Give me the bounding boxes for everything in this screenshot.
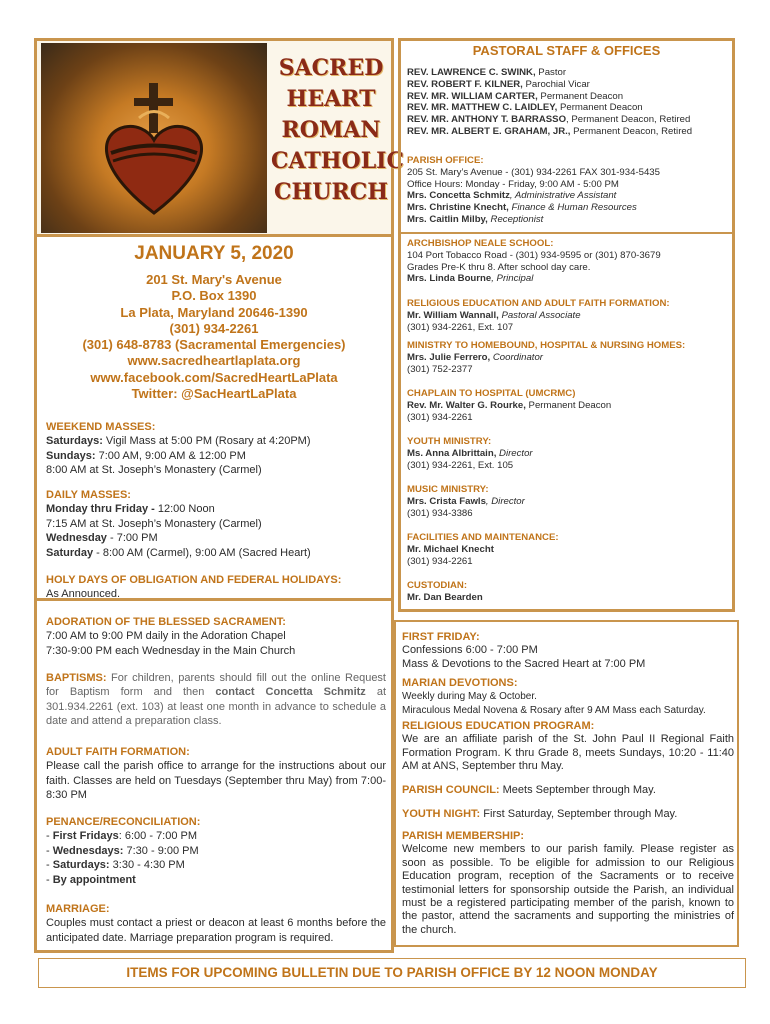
value: Couples must contact a priest or deacon at least 6 months before the anticipated date. Marriage preparation program is required.	[46, 917, 386, 944]
name: REV. MR. MATTHEW C. LAIDLEY,	[407, 102, 558, 114]
value: 7:30-9:00 PM each Wednesday in the Main Church	[46, 644, 296, 657]
title-line: SACRED	[278, 55, 384, 81]
name: Mrs. Concetta Schmitz	[407, 190, 510, 202]
list-item	[407, 91, 729, 103]
divider	[34, 950, 394, 953]
address-line: La Plata, Maryland 20646-1390	[120, 304, 308, 320]
list-item	[407, 592, 729, 604]
role: , Director	[485, 495, 525, 507]
first-friday	[402, 631, 734, 671]
contact-name: contact Concetta Schmitz	[215, 686, 366, 699]
list-item	[407, 126, 729, 138]
custodian	[407, 580, 729, 604]
address-line: 201 St. Mary's Avenue	[146, 272, 282, 287]
section-heading: FACILITIES AND MAINTENANCE:	[407, 532, 559, 543]
marian-devotions	[402, 677, 734, 717]
header-panel	[34, 38, 404, 237]
section-heading: RELIGIOUS EDUCATION AND ADULT FAITH FORMATION:	[407, 298, 670, 309]
list-item	[407, 352, 729, 364]
panel-heading: PASTORAL STAFF & OFFICES	[472, 43, 661, 58]
role: , Permanent Deacon, Retired	[566, 114, 691, 126]
section-heading: ADORATION OF THE BLESSED SACRAMENT:	[46, 616, 286, 628]
phone-line: (301) 934-2261	[169, 320, 259, 336]
section-heading: BAPTISMS:	[46, 672, 107, 684]
name: Mr. Michael Knecht	[407, 543, 494, 555]
label: Saturdays:	[52, 859, 110, 872]
name: Mr. Dan Bearden	[407, 591, 483, 603]
name: Ms. Anna Albrittain,	[407, 447, 497, 459]
hospital-chaplain	[407, 388, 729, 423]
name: Mrs. Julie Ferrero,	[407, 351, 491, 363]
phone: (301) 934-2261	[407, 555, 473, 567]
phone: (301) 752-2377	[407, 363, 473, 375]
emergency-phone-line: (301) 648-8783 (Sacramental Emergencies)	[82, 337, 346, 353]
list-item	[407, 202, 729, 214]
penance: PENANCE/RECONCILIATION: - First Fridays: 6:00 - 7:00 PM - Wednesdays: 7:30 - 9:00 PM - Saturdays: 3:30 - 4:30 PM - By appointment	[46, 815, 386, 887]
label: Sundays:	[46, 449, 96, 462]
list-item	[407, 214, 729, 226]
value: 7:00 AM to 9:00 PM daily in the Adoration Chapel	[46, 630, 286, 643]
value: Welcome new members to our parish family. Please register as soon as possible. To be eligible for admission to our Religious Education program, reception of the Sacraments or to receive testimonial letters for sponsorship outside the Parish, an individual must be a registered participating member of the parish, known to the pastor, attend the sacraments and supporting the ministries of the church.	[402, 843, 734, 936]
phone: (301) 934-2261	[407, 411, 473, 423]
value: 104 Port Tobacco Road - (301) 934-9595 or (301) 870-3679	[407, 249, 661, 261]
archbishop-neale-school	[407, 238, 729, 285]
label: Saturdays:	[46, 435, 103, 448]
value: - 8:00 AM (Carmel), 9:00 AM (Sacred Heart)	[93, 546, 311, 559]
role: Permanent Deacon	[537, 90, 624, 102]
value: First Saturday, September through May.	[480, 808, 678, 820]
label: First Fridays	[52, 830, 119, 843]
info-panel	[34, 237, 394, 601]
label: Wednesdays:	[52, 844, 124, 857]
label: Monday thru Friday -	[46, 503, 155, 516]
facilities	[407, 532, 729, 567]
parish-office	[407, 155, 729, 226]
role: Coordinator	[490, 351, 543, 363]
facebook-link[interactable]: www.facebook.com/SacredHeartLaPlata	[90, 369, 338, 385]
value: 7:30 - 9:00 PM	[123, 844, 199, 857]
name: Mrs. Christine Knecht,	[407, 202, 509, 214]
value: Vigil Mass at 5:00 PM (Rosary at 4:20PM)	[102, 435, 311, 448]
holy-days	[46, 573, 386, 602]
list-item	[407, 114, 729, 126]
role: Pastoral Associate	[498, 309, 581, 321]
role: , Administrative Assistant	[509, 190, 617, 202]
section-heading: CHAPLAIN TO HOSPITAL (UMCRMC)	[407, 388, 576, 399]
value: Weekly during May & October.	[402, 691, 537, 703]
name: Mrs. Crista Fawls	[407, 495, 486, 507]
section-heading: MINISTRY TO HOMEBOUND, HOSPITAL & NURSING HOMES:	[407, 340, 686, 351]
name: REV. MR. WILLIAM CARTER,	[407, 90, 538, 102]
title-line: CHURCH	[273, 179, 389, 205]
name: REV. ROBERT F. KILNER,	[407, 78, 523, 90]
religious-education-program	[402, 720, 734, 774]
value: 12:00 Noon	[154, 503, 215, 516]
section-heading: MARIAN DEVOTIONS:	[402, 677, 518, 689]
section-heading: PARISH MEMBERSHIP:	[402, 830, 525, 842]
pastoral-staff-panel	[398, 38, 735, 612]
section-heading: PARISH COUNCIL:	[402, 784, 500, 796]
label: By appointment	[52, 873, 136, 886]
value: 7:15 AM at St. Joseph’s Monastery (Carmel)	[46, 517, 262, 530]
music-ministry	[407, 484, 729, 519]
homebound-ministry	[407, 340, 729, 375]
church-title	[271, 53, 404, 208]
list-item	[407, 400, 729, 412]
role: Permanent Deacon	[525, 399, 612, 411]
value: For children, parents should fill out the online Request for Baptism form and then	[46, 672, 386, 699]
value: at 301.934.2261 (ext. 103) at least one month in advance to schedule a date and attend a preparation class.	[46, 686, 387, 728]
role: Finance & Human Resources	[508, 202, 637, 214]
list-item	[407, 79, 729, 91]
list-item	[407, 544, 729, 556]
list-item	[407, 448, 729, 460]
value: Please call the parish office to arrange for the instructions about our faith. Classes are held on Tuesdays (September thru May) from 7:00-8:30 PM	[46, 760, 386, 802]
section-heading: HOLY DAYS OF OBLIGATION AND FEDERAL HOLIDAYS:	[46, 574, 342, 586]
divider	[401, 232, 732, 234]
value: As Announced.	[46, 588, 121, 601]
marriage	[46, 902, 386, 945]
value: Confessions 6:00 - 7:00 PM	[402, 644, 538, 657]
parish-membership	[402, 830, 734, 937]
name: Mrs. Caitlin Milby,	[407, 213, 488, 225]
section-heading: WEEKEND MASSES:	[46, 421, 156, 433]
youth-ministry	[407, 436, 729, 471]
parish-council	[402, 784, 734, 797]
phone: (301) 934-2261, Ext. 107	[407, 321, 514, 333]
section-heading: FIRST FRIDAY:	[402, 631, 480, 643]
list-item	[407, 190, 729, 202]
name: REV. LAWRENCE C. SWINK,	[407, 67, 536, 78]
name: Mr. William Wannall,	[407, 309, 499, 321]
role: Director	[496, 447, 533, 459]
sacred-heart-image	[41, 43, 267, 233]
events-panel	[394, 620, 739, 947]
value: 205 St. Mary’s Avenue - (301) 934-2261 FAX 301-934-5435	[407, 166, 660, 178]
contact-block	[37, 272, 391, 402]
title-line: ROMAN	[281, 117, 381, 143]
title-line: CATHOLIC	[271, 148, 404, 174]
label: Saturday	[46, 546, 94, 559]
section-heading: CUSTODIAN:	[407, 580, 468, 591]
list-item	[407, 496, 729, 508]
youth-night	[402, 808, 734, 821]
religious-education	[407, 298, 729, 333]
role: , Principal	[491, 273, 534, 285]
value: Office Hours: Monday - Friday, 9:00 AM - 5:00 PM	[407, 178, 619, 190]
baptisms	[46, 671, 386, 729]
value: Meets September through May.	[499, 784, 656, 796]
role: Receptionist	[487, 213, 544, 225]
divider	[34, 601, 37, 953]
value: 8:00 AM at St. Joseph’s Monastery (Carmel)	[46, 464, 262, 477]
section-heading: DAILY MASSES:	[46, 489, 131, 501]
bulletin-deadline-banner: ITEMS FOR UPCOMING BULLETIN DUE TO PARISH OFFICE BY 12 NOON MONDAY	[38, 958, 746, 988]
section-heading: ARCHBISHOP NEALE SCHOOL:	[407, 238, 554, 249]
value: Miraculous Medal Novena & Rosary after 9 AM Mass each Saturday.	[402, 704, 706, 716]
list-item	[407, 67, 729, 79]
value: - 7:00 PM	[106, 532, 158, 545]
title-line: HEART	[286, 86, 376, 112]
name: Mrs. Linda Bourne	[407, 273, 492, 285]
bulletin-date: JANUARY 5, 2020	[134, 243, 294, 264]
label: Wednesday	[46, 532, 107, 545]
phone: (301) 934-2261, Ext. 105	[407, 459, 514, 471]
section-heading: YOUTH MINISTRY:	[407, 436, 492, 447]
adult-faith-formation	[46, 745, 386, 803]
adoration	[46, 615, 386, 658]
name: REV. MR. ALBERT E. GRAHAM, JR.,	[407, 125, 571, 137]
role: Permanent Deacon	[557, 102, 643, 114]
value: 7:00 AM, 9:00 AM & 12:00 PM	[95, 449, 246, 462]
role: Permanent Deacon, Retired	[570, 125, 693, 137]
phone: (301) 934-3386	[407, 507, 473, 519]
list-item	[407, 102, 729, 114]
section-heading: PARISH OFFICE:	[407, 155, 484, 166]
list-item	[407, 310, 729, 322]
website-link[interactable]: www.sacredheartlaplata.org	[127, 353, 301, 369]
value: Mass & Devotions to the Sacred Heart at 7:00 PM	[402, 657, 646, 670]
role: Pastor	[535, 67, 567, 78]
value: 3:30 - 4:30 PM	[109, 859, 185, 872]
section-heading: RELIGIOUS EDUCATION PROGRAM:	[402, 720, 595, 732]
section-heading: ADULT FAITH FORMATION:	[46, 746, 190, 758]
section-heading: YOUTH NIGHT:	[402, 808, 481, 820]
section-heading: MUSIC MINISTRY:	[407, 484, 489, 495]
clergy-list	[407, 67, 729, 138]
section-heading: PENANCE/RECONCILIATION:	[46, 816, 201, 828]
daily-masses	[46, 488, 386, 560]
list-item	[407, 273, 729, 285]
value: Grades Pre-K thru 8. After school day care.	[407, 261, 591, 273]
weekend-masses	[46, 420, 386, 478]
address-line: P.O. Box 1390	[171, 288, 257, 304]
role: Parochial Vicar	[522, 78, 590, 90]
name: REV. MR. ANTHONY T. BARRASSO	[407, 114, 567, 126]
value: We are an affiliate parish of the St. John Paul II Regional Faith Formation Program. K thru Grade 8, meets Sundays, 10:20 - 11:40 AM at ANS, September thru May.	[402, 733, 734, 773]
twitter-link[interactable]: Twitter: @SacHeartLaPlata	[131, 386, 297, 402]
name: Rev. Mr. Walter G. Rourke,	[407, 399, 526, 411]
value: : 6:00 - 7:00 PM	[118, 830, 198, 843]
section-heading: MARRIAGE:	[46, 903, 110, 915]
